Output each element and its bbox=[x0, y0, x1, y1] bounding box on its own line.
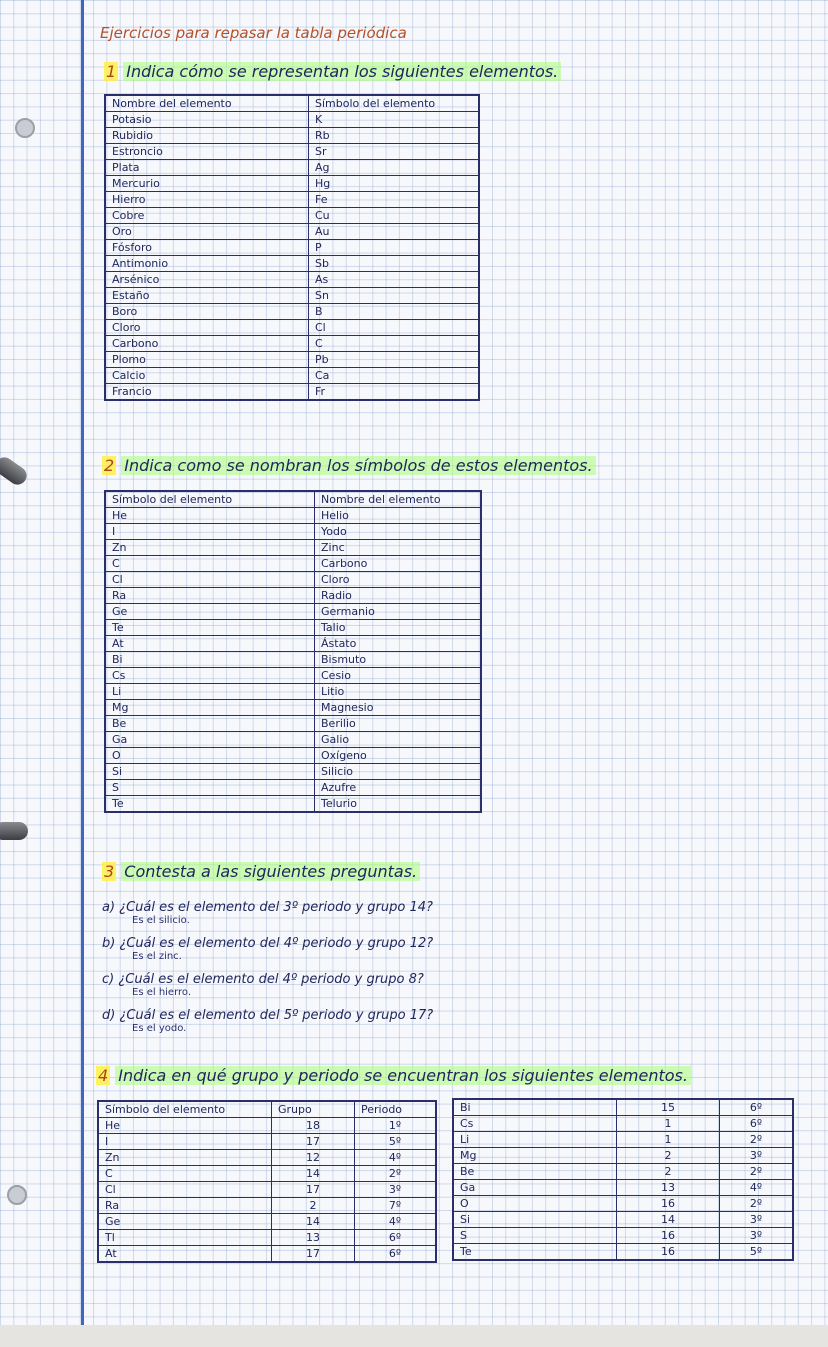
ex1-symbol: B bbox=[309, 304, 480, 320]
ex1-name: Cloro bbox=[105, 320, 309, 336]
ex4-right-row bbox=[453, 1196, 793, 1212]
ex4-right-row bbox=[453, 1116, 793, 1132]
ex2-row bbox=[105, 636, 481, 652]
ex1-symbol: Hg bbox=[309, 176, 480, 192]
ex1-symbol: K bbox=[309, 112, 480, 128]
ex2-symbol: He bbox=[105, 508, 315, 524]
ex4-left-row bbox=[98, 1230, 436, 1246]
ex4-right-group: 2 bbox=[617, 1164, 720, 1180]
ex2-row bbox=[105, 652, 481, 668]
ex2-row bbox=[105, 796, 481, 813]
ex2-name: Telurio bbox=[315, 796, 482, 813]
ex1-name: Calcio bbox=[105, 368, 309, 384]
ex2-row bbox=[105, 588, 481, 604]
ex4-right-row bbox=[453, 1099, 793, 1116]
ex1-heading-text: Indica cómo se representan los siguientes elementos. bbox=[123, 62, 561, 81]
ex3-item-b bbox=[102, 936, 662, 972]
ex4-left-period: 4º bbox=[355, 1150, 437, 1166]
ex4-left-row bbox=[98, 1134, 436, 1150]
ex1-header-symbol: Símbolo del elemento bbox=[309, 95, 480, 112]
ex1-name: Plata bbox=[105, 160, 309, 176]
ex1-row bbox=[105, 128, 479, 144]
ex1-name: Plomo bbox=[105, 352, 309, 368]
ex1-symbol: Fe bbox=[309, 192, 480, 208]
ex1-name: Carbono bbox=[105, 336, 309, 352]
ex4-right-table bbox=[452, 1098, 794, 1261]
ex3-item-a bbox=[102, 900, 662, 936]
ex2-symbol: Cs bbox=[105, 668, 315, 684]
ex2-row bbox=[105, 540, 481, 556]
ex4-left-group: 17 bbox=[272, 1134, 355, 1150]
ex4-left-group: 13 bbox=[272, 1230, 355, 1246]
ex2-symbol: S bbox=[105, 780, 315, 796]
ex1-name: Rubidio bbox=[105, 128, 309, 144]
ex2-name: Berilio bbox=[315, 716, 482, 732]
page-title: Ejercicios para repasar la tabla periódica bbox=[100, 24, 407, 42]
ex2-heading-text: Indica como se nombran los símbolos de estos elementos. bbox=[121, 456, 595, 475]
ex1-row bbox=[105, 336, 479, 352]
ex4-left-group: 17 bbox=[272, 1182, 355, 1198]
ex4-left-symbol: I bbox=[98, 1134, 272, 1150]
ex2-name: Cloro bbox=[315, 572, 482, 588]
ex2-name: Magnesio bbox=[315, 700, 482, 716]
ex3-question-b: b) ¿Cuál es el elemento del 4º periodo y grupo 12? bbox=[102, 936, 434, 951]
ex4-right-symbol: Si bbox=[453, 1212, 617, 1228]
ex2-name: Silicio bbox=[315, 764, 482, 780]
margin-line bbox=[81, 0, 84, 1325]
ex1-row bbox=[105, 368, 479, 384]
ex2-symbol: C bbox=[105, 556, 315, 572]
ex4-right-symbol: Ga bbox=[453, 1180, 617, 1196]
ex4-left-row bbox=[98, 1198, 436, 1214]
ex2-name: Carbono bbox=[315, 556, 482, 572]
ex1-row bbox=[105, 272, 479, 288]
ex1-symbol: Sr bbox=[309, 144, 480, 160]
ex4-left-period: 6º bbox=[355, 1246, 437, 1263]
ex1-row bbox=[105, 160, 479, 176]
binder-ring-upper bbox=[0, 454, 30, 488]
ex4-right-period: 2º bbox=[720, 1164, 794, 1180]
ex1-row bbox=[105, 176, 479, 192]
ex4-right-symbol: O bbox=[453, 1196, 617, 1212]
ex2-symbol: At bbox=[105, 636, 315, 652]
ex1-table bbox=[104, 94, 480, 401]
ex1-row bbox=[105, 304, 479, 320]
ex1-symbol: Sn bbox=[309, 288, 480, 304]
ex2-symbol: Si bbox=[105, 764, 315, 780]
ex1-row bbox=[105, 256, 479, 272]
ex4-left-period: 1º bbox=[355, 1118, 437, 1134]
ex1-name: Oro bbox=[105, 224, 309, 240]
ex4-right-group: 2 bbox=[617, 1148, 720, 1164]
ex2-name: Radio bbox=[315, 588, 482, 604]
ex2-row bbox=[105, 700, 481, 716]
ex3-question-a: a) ¿Cuál es el elemento del 3º periodo y grupo 14? bbox=[102, 900, 433, 915]
ex1-name: Mercurio bbox=[105, 176, 309, 192]
ex2-symbol: Te bbox=[105, 620, 315, 636]
ex3-number: 3 bbox=[104, 862, 115, 881]
ex1-name: Fósforo bbox=[105, 240, 309, 256]
ex2-name: Galio bbox=[315, 732, 482, 748]
ex2-name: Ástato bbox=[315, 636, 482, 652]
ex2-row bbox=[105, 620, 481, 636]
ex4-left-table bbox=[97, 1100, 437, 1263]
ex4-right-group: 14 bbox=[617, 1212, 720, 1228]
ex2-symbol: O bbox=[105, 748, 315, 764]
ex2-name: Azufre bbox=[315, 780, 482, 796]
ex4-left-period: 2º bbox=[355, 1166, 437, 1182]
ex1-symbol: P bbox=[309, 240, 480, 256]
ex1-symbol: Ca bbox=[309, 368, 480, 384]
ex3-question-c: c) ¿Cuál es el elemento del 4º periodo y grupo 8? bbox=[102, 972, 424, 987]
ex4-left-symbol: C bbox=[98, 1166, 272, 1182]
ex1-symbol: Cu bbox=[309, 208, 480, 224]
ex4-right-period: 2º bbox=[720, 1132, 794, 1148]
ex4-right-row bbox=[453, 1244, 793, 1261]
ex4-left-period: 7º bbox=[355, 1198, 437, 1214]
ex2-row bbox=[105, 732, 481, 748]
ex4-left-row bbox=[98, 1246, 436, 1263]
ex3-heading bbox=[102, 862, 420, 881]
ex1-row bbox=[105, 224, 479, 240]
page-bottom-edge bbox=[0, 1325, 828, 1347]
ex4-right-symbol: Be bbox=[453, 1164, 617, 1180]
ex2-name: Bismuto bbox=[315, 652, 482, 668]
ex2-row bbox=[105, 668, 481, 684]
ex4-header-period: Periodo bbox=[355, 1101, 437, 1118]
ex1-name: Francio bbox=[105, 384, 309, 401]
ex4-right-row bbox=[453, 1228, 793, 1244]
ex4-right-group: 1 bbox=[617, 1116, 720, 1132]
binder-hole-bottom bbox=[7, 1185, 27, 1205]
ex1-row bbox=[105, 112, 479, 128]
ex1-row bbox=[105, 208, 479, 224]
ex2-name: Talio bbox=[315, 620, 482, 636]
ex4-left-symbol: Cl bbox=[98, 1182, 272, 1198]
ex2-header-symbol: Símbolo del elemento bbox=[105, 491, 315, 508]
ex2-row bbox=[105, 524, 481, 540]
ex4-header-group: Grupo bbox=[272, 1101, 355, 1118]
ex4-left-group: 2 bbox=[272, 1198, 355, 1214]
ex4-left-symbol: At bbox=[98, 1246, 272, 1263]
ex2-number: 2 bbox=[104, 456, 115, 475]
ex2-name: Helio bbox=[315, 508, 482, 524]
ex4-right-group: 16 bbox=[617, 1228, 720, 1244]
ex4-right-symbol: Bi bbox=[453, 1099, 617, 1116]
ex4-right-symbol: Cs bbox=[453, 1116, 617, 1132]
ex2-name: Litio bbox=[315, 684, 482, 700]
ex1-name: Hierro bbox=[105, 192, 309, 208]
ex2-row bbox=[105, 684, 481, 700]
ex4-left-group: 12 bbox=[272, 1150, 355, 1166]
ex2-row bbox=[105, 556, 481, 572]
ex4-left-group: 14 bbox=[272, 1166, 355, 1182]
ex3-answer-a: Es el silicio. bbox=[132, 915, 190, 926]
ex3-answer-d: Es el yodo. bbox=[132, 1023, 187, 1034]
ex4-right-period: 6º bbox=[720, 1099, 794, 1116]
ex4-right-group: 1 bbox=[617, 1132, 720, 1148]
ex1-row bbox=[105, 240, 479, 256]
ex3-answer-b: Es el zinc. bbox=[132, 951, 182, 962]
ex2-symbol: Mg bbox=[105, 700, 315, 716]
ex2-heading bbox=[102, 456, 596, 475]
ex3-questions bbox=[102, 900, 662, 1044]
ex4-right-symbol: Li bbox=[453, 1132, 617, 1148]
ex3-answer-c: Es el hierro. bbox=[132, 987, 192, 998]
ex4-left-group: 14 bbox=[272, 1214, 355, 1230]
ex4-right-symbol: Te bbox=[453, 1244, 617, 1261]
ex1-symbol: As bbox=[309, 272, 480, 288]
ex2-row bbox=[105, 764, 481, 780]
ex4-left-group: 17 bbox=[272, 1246, 355, 1263]
ex3-heading-text: Contesta a las siguientes preguntas. bbox=[121, 862, 420, 881]
ex1-symbol: Ag bbox=[309, 160, 480, 176]
ex4-right-group: 16 bbox=[617, 1196, 720, 1212]
ex4-right-symbol: S bbox=[453, 1228, 617, 1244]
ex4-right-group: 13 bbox=[617, 1180, 720, 1196]
ex2-symbol: Ga bbox=[105, 732, 315, 748]
ex4-left-row bbox=[98, 1150, 436, 1166]
ex4-right-row bbox=[453, 1132, 793, 1148]
ex1-header-name: Nombre del elemento bbox=[105, 95, 309, 112]
ex2-name: Yodo bbox=[315, 524, 482, 540]
ex1-row bbox=[105, 192, 479, 208]
binder-hole-top bbox=[15, 118, 35, 138]
ex2-symbol: Zn bbox=[105, 540, 315, 556]
ex4-heading bbox=[96, 1066, 691, 1085]
ex1-symbol: C bbox=[309, 336, 480, 352]
ex2-symbol: Bi bbox=[105, 652, 315, 668]
ex2-name: Cesio bbox=[315, 668, 482, 684]
ex4-heading-text: Indica en qué grupo y periodo se encuentran los siguientes elementos. bbox=[115, 1066, 691, 1085]
ex2-row bbox=[105, 604, 481, 620]
ex4-right-row bbox=[453, 1212, 793, 1228]
ex4-left-row bbox=[98, 1214, 436, 1230]
ex1-symbol: Pb bbox=[309, 352, 480, 368]
ex4-right-period: 3º bbox=[720, 1148, 794, 1164]
ex4-left-period: 5º bbox=[355, 1134, 437, 1150]
ex2-symbol: I bbox=[105, 524, 315, 540]
ex4-right-row bbox=[453, 1148, 793, 1164]
ex4-left-symbol: Zn bbox=[98, 1150, 272, 1166]
ex4-left-symbol: Ra bbox=[98, 1198, 272, 1214]
ex4-left-group: 18 bbox=[272, 1118, 355, 1134]
ex1-symbol: Au bbox=[309, 224, 480, 240]
ex2-symbol: Li bbox=[105, 684, 315, 700]
ex1-name: Estroncio bbox=[105, 144, 309, 160]
ex4-left-period: 6º bbox=[355, 1230, 437, 1246]
ex1-name: Potasio bbox=[105, 112, 309, 128]
ex1-name: Cobre bbox=[105, 208, 309, 224]
ex2-row bbox=[105, 780, 481, 796]
ex2-name: Zinc bbox=[315, 540, 482, 556]
ex1-row bbox=[105, 320, 479, 336]
ex2-symbol: Te bbox=[105, 796, 315, 813]
ex4-right-period: 6º bbox=[720, 1116, 794, 1132]
ex2-name: Oxígeno bbox=[315, 748, 482, 764]
ex2-header-name: Nombre del elemento bbox=[315, 491, 482, 508]
ex4-left-row bbox=[98, 1118, 436, 1134]
ex2-row bbox=[105, 572, 481, 588]
ex4-number: 4 bbox=[98, 1066, 109, 1085]
ex4-right-period: 3º bbox=[720, 1212, 794, 1228]
ex4-right-group: 16 bbox=[617, 1244, 720, 1261]
ex4-left-symbol: He bbox=[98, 1118, 272, 1134]
ex2-symbol: Be bbox=[105, 716, 315, 732]
ex1-name: Arsénico bbox=[105, 272, 309, 288]
ex1-row bbox=[105, 352, 479, 368]
ex1-number: 1 bbox=[106, 62, 117, 81]
ex1-row bbox=[105, 384, 479, 401]
ex4-left-period: 3º bbox=[355, 1182, 437, 1198]
ex1-name: Antimonio bbox=[105, 256, 309, 272]
ex4-header-symbol: Símbolo del elemento bbox=[98, 1101, 272, 1118]
ex4-left-period: 4º bbox=[355, 1214, 437, 1230]
ex2-row bbox=[105, 748, 481, 764]
ex2-row bbox=[105, 508, 481, 524]
ex1-symbol: Fr bbox=[309, 384, 480, 401]
ex4-right-period: 3º bbox=[720, 1228, 794, 1244]
ex3-question-d: d) ¿Cuál es el elemento del 5º periodo y grupo 17? bbox=[102, 1008, 434, 1023]
ex1-heading bbox=[104, 62, 561, 81]
ex2-table bbox=[104, 490, 482, 813]
ex4-left-symbol: Ge bbox=[98, 1214, 272, 1230]
ex4-right-period: 4º bbox=[720, 1180, 794, 1196]
ex3-item-d bbox=[102, 1008, 662, 1044]
ex4-right-period: 5º bbox=[720, 1244, 794, 1261]
ex4-left-row bbox=[98, 1182, 436, 1198]
ex2-symbol: Ra bbox=[105, 588, 315, 604]
ex1-symbol: Rb bbox=[309, 128, 480, 144]
binder-ring-middle bbox=[0, 822, 28, 840]
ex1-name: Boro bbox=[105, 304, 309, 320]
ex4-left-symbol: Tl bbox=[98, 1230, 272, 1246]
ex4-left-row bbox=[98, 1166, 436, 1182]
ex4-right-group: 15 bbox=[617, 1099, 720, 1116]
ex1-row bbox=[105, 288, 479, 304]
ex2-symbol: Cl bbox=[105, 572, 315, 588]
ex1-name: Estaño bbox=[105, 288, 309, 304]
ex2-name: Germanio bbox=[315, 604, 482, 620]
ex4-right-period: 2º bbox=[720, 1196, 794, 1212]
ex4-right-row bbox=[453, 1164, 793, 1180]
ex2-symbol: Ge bbox=[105, 604, 315, 620]
ex3-item-c bbox=[102, 972, 662, 1008]
ex1-symbol: Cl bbox=[309, 320, 480, 336]
ex2-row bbox=[105, 716, 481, 732]
ex1-row bbox=[105, 144, 479, 160]
ex4-right-symbol: Mg bbox=[453, 1148, 617, 1164]
ex1-symbol: Sb bbox=[309, 256, 480, 272]
ex4-right-row bbox=[453, 1180, 793, 1196]
